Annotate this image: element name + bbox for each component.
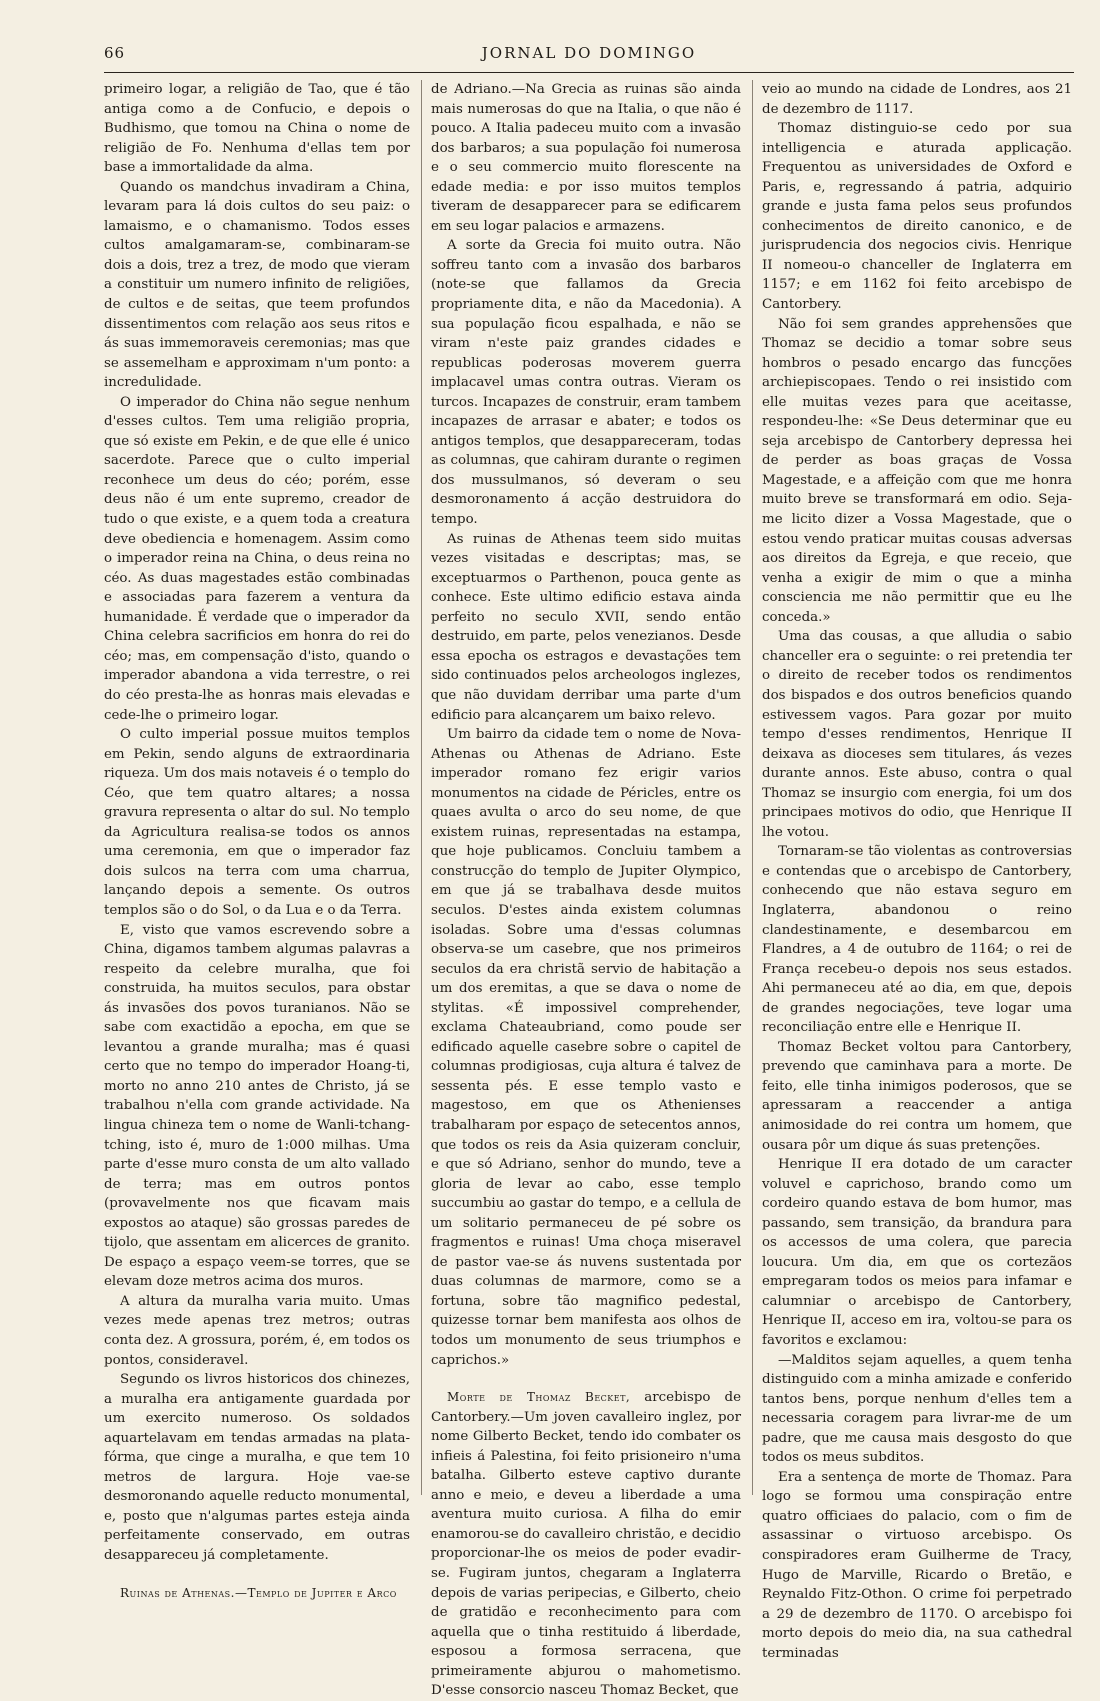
paragraph: O imperador do China não segue nenhum d'esses cultos. Tem uma religião propria, que só existe em Pekin, e de que elle é unico sacerdote. Parece que o culto imperial reconhece um deus do céo; porém, esse deus não é um ente supremo, creador de tudo o que existe, e a quem toda a creatura deve obediencia e homenagem. Assim como o imperador reina na China, o deus reina no céo. As duas magestades estão combinadas e associadas para fazerem a ventura da humanidade. É verdade que o imperador da China celebra sacrificios em honra do rei do céo; mas, em compensação d'isto, quando o imperador abandona a vida terrestre, o rei do céo presta-lhe as honras mais elevadas e cede-lhe o primeiro logar. xyxy=(104,394,410,723)
paragraph: primeiro logar, a religião de Tao, que é tão antiga como a de Confucio, e depois o Budhismo, que tomou na China o nome de religião de Fo. Nenhuma d'ellas tem por base a immortalidade da alma. xyxy=(104,82,410,176)
header-rule xyxy=(104,72,1074,73)
paragraph: Thomaz Becket voltou para Cantorbery, prevendo que caminhava para a morte. De feito, elle tinha inimigos poderosos, que se apressaram a reaccender a antiga animosidade do rei contra um homem, que ousara pôr um dique ás suas pretenções. xyxy=(762,1039,1072,1153)
section-heading: Morte de Thomaz Becket, xyxy=(447,1390,631,1405)
paragraph: Tornaram-se tão violentas as controversias e contendas que o arcebispo de Cantorbery, conhecendo que não estava seguro em Inglaterra, abandonou o reino clandestinamente, e desembarcou em Flandres, a 4 de outubro de 1164; o rei de França recebeu-o depois nos seus estados. Ahi permaneceu até ao dia, em que, depois de grandes negociações, teve logar uma reconciliação entre elle e Henrique II. xyxy=(762,844,1072,1036)
paragraph: O culto imperial possue muitos templos em Pekin, sendo alguns de extraordinaria riqueza. Um dos mais notaveis é o templo do Céo, que tem quatro altares; a nossa gravura representa o altar do sul. No templo da Agricultura realisa-se todos os annos uma ceremonia, em que o imperador faz dois sulcos na terra com uma charrua, lançando depois a semente. Os outros templos são o do Sol, o da Lua e o da Terra. xyxy=(104,727,410,918)
journal-title: JORNAL DO DOMINGO xyxy=(481,44,697,62)
paragraph: Era a sentença de morte de Thomaz. Para logo se formou uma conspiração entre quatro officiaes do palacio, com o fim de assassinar o virtuoso arcebispo. Os conspiradores eram Guilherme de Tracy, Hugo de Marville, Ricardo o Bretão, e Reynaldo Fitz-Othon. O crime foi perpetrado a 29 de dezembro de 1170. O arcebispo foi morto depois do meio dia, na sua cathedral terminadas xyxy=(762,1469,1072,1661)
paragraph: Henrique II era dotado de um caracter voluvel e caprichoso, brando como um cordeiro quando estava de bom humor, mas passando, sem transição, da brandura para os accessos de uma colera, que parecia loucura. Um dia, em que os cortezãos empregaram todos os meios para infamar e calumniar o arcebispo de Cantorbery, Henrique II, acceso em ira, voltou-se para os favoritos e exclamou: xyxy=(762,1157,1072,1348)
paragraph: Segundo os livros historicos dos chinezes, a muralha era antigamente guardada por um exercito numeroso. Os soldados aquartelavam em tendas armadas na plata-fórma, que cinge a muralha, e que tem 10 metros de largura. Hoje vae-se desmoronando aquelle reducto monumental, e, posto que n'algumas partes esteja ainda perfeitamente conservado, em outras desappareceu já completamente. xyxy=(104,1372,410,1564)
paragraph: Quando os mandchus invadiram a China, levaram para lá dois cultos do seu paiz: o lamaismo, e o chamanismo. Todos esses cultos amalgamaram-se, combinaram-se dois a dois, trez a trez, de modo que vieram a constituir um numero infinito de religiões, de cultos e de seitas, que teem profundos dissentimentos com relação aos seus ritos e ás suas immemoraveis ceremonias; mas que se assemelham e approximam n'um ponto: a incredulidade. xyxy=(104,179,410,391)
column-divider xyxy=(421,80,422,1495)
paragraph: Um bairro da cidade tem o nome de Nova-Athenas ou Athenas de Adriano. Este imperador romano fez erigir varios monumentos na cidade de Péricles, entre os quaes avulta o arco do seu nome, de que existem ruinas, representadas na estampa, que hoje publicamos. Concluiu tambem a construcção do templo de Jupiter Olympico, em que já se trabalhava desde muitos seculos. D'estes ainda existem columnas isoladas. Sobre uma d'essas columnas observa-se um casebre, que nos primeiros seculos da era christã servio de habitação a um dos eremitas, a que se dava o nome de stylitas. «É impossivel comprehender, exclama Chateaubriand, como poude ser edificado aquelle casebre sobre o capitel de columnas prodigiosas, cuja altura é talvez de sessenta pés. E esse templo vasto e magestoso, em que os Athenienses trabalharam por espaço de setecentos annos, que todos os reis da Asia quizeram concluir, e que só Adriano, senhor do mundo, teve a gloria de levar ao cabo, esse templo succumbiu ao gastar do tempo, e a cellula de um solitario permaneceu de pé sobre os fragmentos e ruinas! Uma choça miseravel de pastor vae-se ás nuvens sustentada por duas columnas de marmore, como se a fortuna, sobre tão magnifico pedestal, quizesse tornar bem manifesta aos olhos de todos um monumento de seus triumphos e caprichos.» xyxy=(431,727,741,1368)
column-3 xyxy=(762,80,1072,1661)
paragraph: A sorte da Grecia foi muito outra. Não soffreu tanto com a invasão dos barbaros (note-se que fallamos da Grecia propriamente dita, e não da Macedonia). A sua população ficou espalhada, e não se viram n'este paiz grandes cidades e republicas poderosas moverem guerra implacavel umas contra outras. Vieram os turcos. Incapazes de construir, eram tambem incapazes de arrasar e abater; e todos os antigos templos, que desappareceram, todas as columnas, que cahiram durante o regimen dos mussulmanos, só deveram o seu desmoronamento á acção destruidora do tempo. xyxy=(431,238,741,528)
page-number: 66 xyxy=(104,44,126,62)
paragraph: As ruinas de Athenas teem sido muitas vezes visitadas e descriptas; mas, se exceptuarmos o Parthenon, pouca gente as conhece. Este ultimo edificio estava ainda perfeito no seculo XVII, sendo então destruido, em parte, pelos venezianos. Desde essa epocha os estragos e devastações tem sido continuados pelos archeologos inglezes, que não duvidam derribar uma parte d'um edificio para alcançarem um baixo relevo. xyxy=(431,531,741,723)
paragraph: arcebispo de Cantorbery.—Um joven cavalleiro inglez, por nome Gilberto Becket, tendo ido combater os infieis á Palestina, foi feito prisioneiro n'uma batalha. Gilberto esteve captivo durante anno e meio, e deveu a liberdade a uma aventura muito curiosa. A filha do emir enamorou-se do cavalleiro christão, e decidio proporcionar-lhe os meios de poder evadir-se. Fugiram juntos, chegaram a Inglaterra depois de varias peripecias, e Gilberto, cheio de gratidão e reconhecimento para com aquella que o tinha restituido á liberdade, esposou a formosa serracena, que primeiramente abjurou o mahometismo. D'esse consorcio nasceu Thomaz Becket, que xyxy=(431,1390,741,1699)
page-header xyxy=(104,44,1074,66)
column-2 xyxy=(431,80,741,1699)
column-1 xyxy=(104,80,410,1600)
paragraph: —Malditos sejam aquelles, a quem tenha distinguido com a minha amizade e conferido tantos bens, porque nenhum d'elles tem a necessaria coragem para livrar-me de um padre, que me causa mais desgosto do que todos os meus subditos. xyxy=(762,1352,1072,1466)
column-divider xyxy=(752,80,753,1495)
paragraph: veio ao mundo na cidade de Londres, aos 21 de dezembro de 1117. xyxy=(762,82,1072,117)
paragraph: Uma das cousas, a que alludia o sabio chanceller era o seguinte: o rei pretendia ter o direito de receber todos os rendimentos dos bispados e dos outros beneficios quando estivessem vagos. Para gozar por muito tempo d'esses rendimentos, Henrique II deixava as dioceses sem titulares, ás vezes durante annos. Este abuso, contra o qual Thomaz se insurgio com energia, foi um dos principaes motivos do odio, que Henrique II lhe votou. xyxy=(762,629,1072,840)
section-heading: Ruinas de Athenas.—Templo de Jupiter e Arco xyxy=(120,1585,397,1600)
paragraph: A altura da muralha varia muito. Umas vezes mede apenas trez metros; outras conta dez. A grossura, porém, é, em todos os pontos, consideravel. xyxy=(104,1293,410,1368)
paragraph: de Adriano.—Na Grecia as ruinas são ainda mais numerosas do que na Italia, o que não é pouco. A Italia padeceu muito com a invasão dos barbaros; a sua população foi numerosa e o seu commercio muito florescente na edade media: e por isso muitos templos tiveram de desapparecer para se edificarem em seu logar palacios e armazens. xyxy=(431,82,741,234)
paragraph: Thomaz distinguio-se cedo por sua intelligencia e aturada applicação. Frequentou as universidades de Oxford e Paris, e, regressando á patria, adquirio grande e justa fama pelos seus profundos conhecimentos de direito canonico, e de jurisprudencia dos negocios civis. Henrique II nomeou-o chanceller de Inglaterra em 1157; e em 1162 foi feito arcebispo de Cantorbery. xyxy=(762,121,1072,313)
paragraph: Não foi sem grandes apprehensões que Thomaz se decidio a tomar sobre seus hombros o pesado encargo das funcções archiepiscopaes. Tendo o rei insistido com elle muitas vezes para que aceitasse, respondeu-lhe: «Se Deus determinar que eu seja arcebispo de Cantorbery depressa hei de perder as boas graças de Vossa Magestade, e a affeição com que me honra muito breve se transformará em odio. Seja-me licito dizer a Vossa Magestade, que o estou vendo praticar muitas cousas adversas aos direitos da Egreja, e que receio, que venha a exigir de mim o que a minha consciencia me não permittir que eu lhe conceda.» xyxy=(762,316,1072,625)
paragraph: E, visto que vamos escrevendo sobre a China, digamos tambem algumas palavras a respeito da celebre muralha, que foi construida, ha muitos seculos, para obstar ás invasões dos povos turanianos. Não se sabe com exactidão a epocha, em que se levantou a grande muralha; mas é quasi certo que no tempo do imperador Hoang-ti, morto no anno 210 antes de Christo, já se trabalhou n'ella com grande actividade. Na lingua chineza tem o nome de Wanli-tchang-tching, isto é, muro de 1:000 milhas. Uma parte d'esse muro consta de um alto vallado de terra; mas em outros pontos (provavelmente nos que ficavam mais expostos ao ataque) são grossas paredes de tijolo, que assentam em alicerces de granito. De espaço a espaço veem-se torres, que se elevam doze metros acima dos muros. xyxy=(104,922,410,1290)
